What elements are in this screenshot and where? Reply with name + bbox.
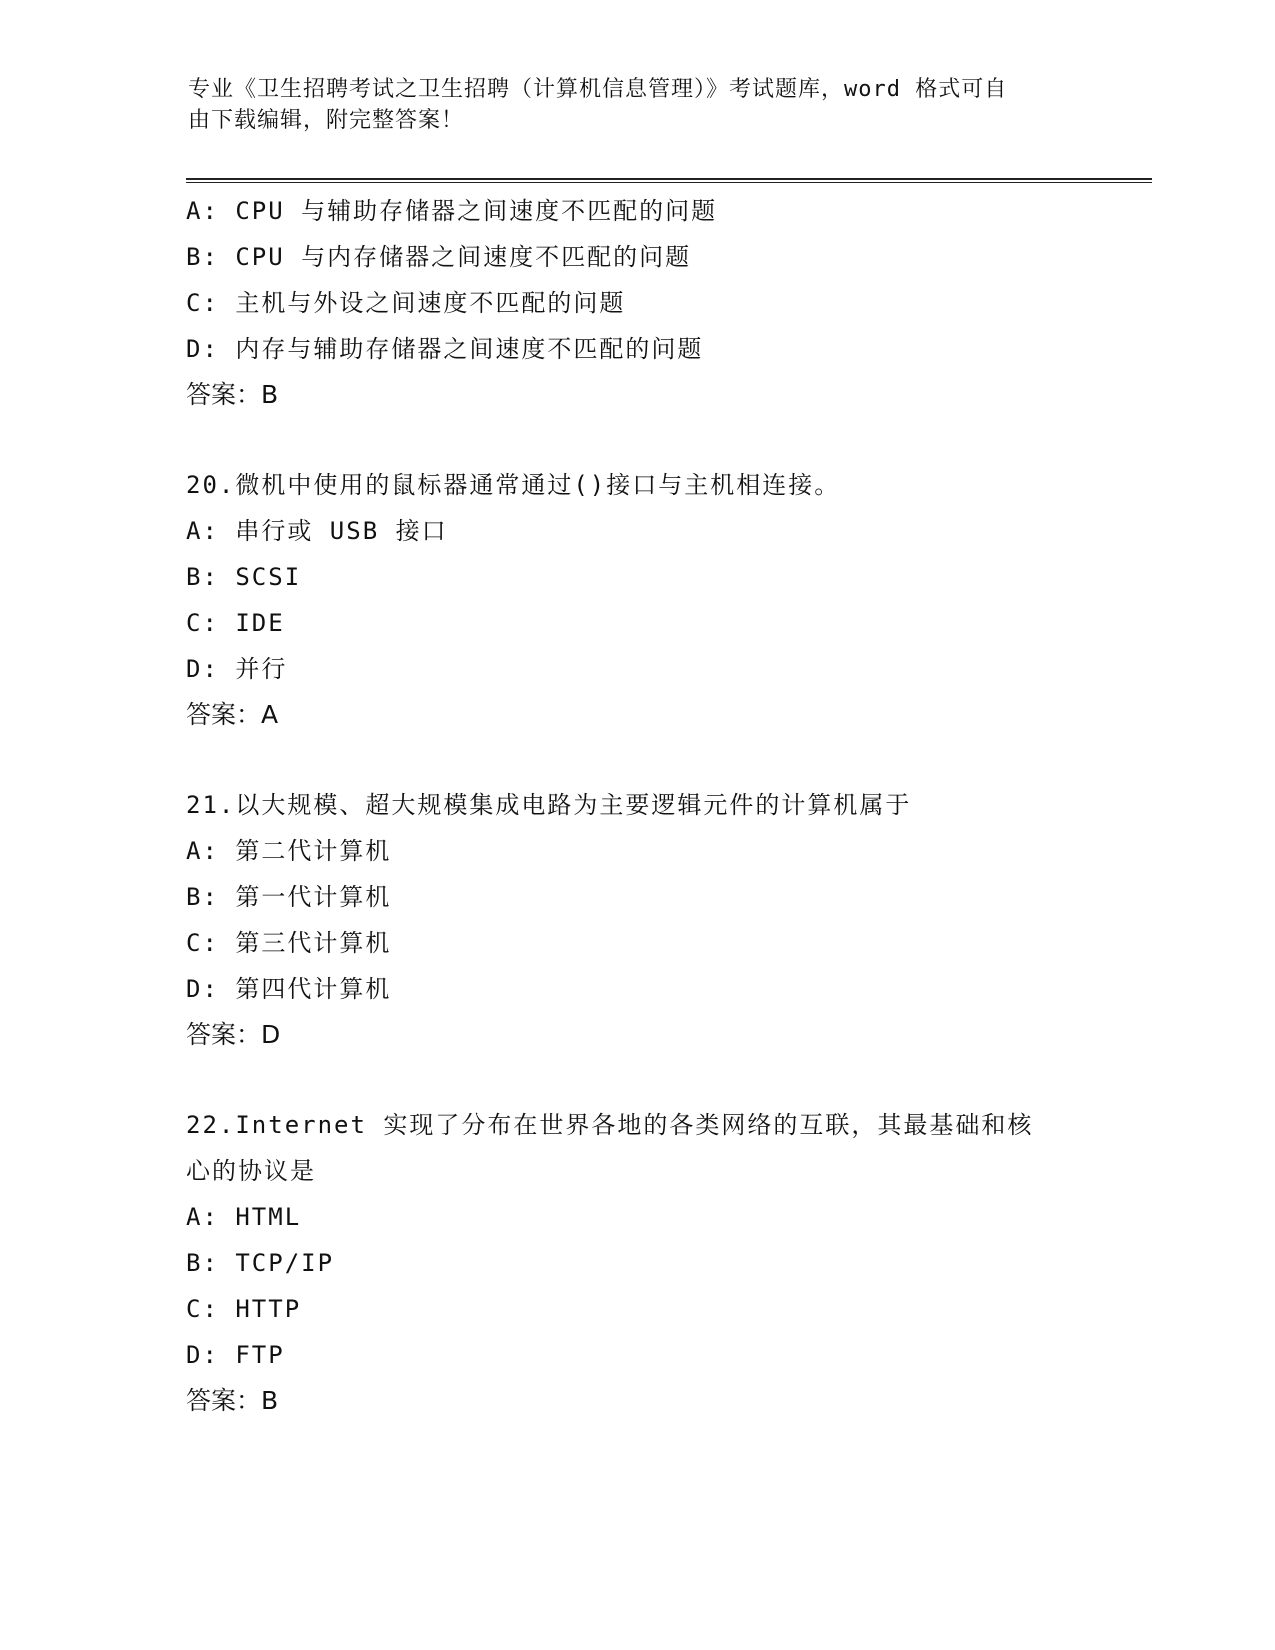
- question-text-line-2: 心的协议是: [186, 1157, 316, 1185]
- answer: 答案：D: [186, 1020, 281, 1049]
- question-22: [186, 1102, 1106, 1424]
- option-c: C: IDE: [186, 609, 285, 637]
- spacer: [186, 418, 1106, 462]
- option-d: D: 第四代计算机: [186, 975, 392, 1003]
- option-a: A: 串行或 USB 接口: [186, 517, 448, 545]
- option-a: A: 第二代计算机: [186, 837, 392, 865]
- option-a: A: CPU 与辅助存储器之间速度不匹配的问题: [186, 197, 718, 225]
- question-text-line-1: 22.Internet 实现了分布在世界各地的各类网络的互联，其最基础和核: [186, 1111, 1034, 1139]
- option-b: B: SCSI: [186, 563, 302, 591]
- option-b: B: 第一代计算机: [186, 883, 392, 911]
- option-b: B: TCP/IP: [186, 1249, 335, 1277]
- option-d: D: FTP: [186, 1341, 285, 1369]
- option-c: C: 主机与外设之间速度不匹配的问题: [186, 289, 626, 317]
- option-d: D: 内存与辅助存储器之间速度不匹配的问题: [186, 335, 704, 363]
- document-header: [188, 74, 1088, 136]
- option-b: B: CPU 与内存储器之间速度不匹配的问题: [186, 243, 692, 271]
- answer: 答案：B: [186, 380, 279, 409]
- option-a: A: HTML: [186, 1203, 302, 1231]
- header-divider: [186, 178, 1152, 183]
- answer: 答案：B: [186, 1386, 279, 1415]
- question-text: 20.微机中使用的鼠标器通常通过()接口与主机相连接。: [186, 471, 841, 499]
- option-c: C: 第三代计算机: [186, 929, 392, 957]
- question-20: [186, 462, 1106, 738]
- header-line-2: 由下载编辑，附完整答案！: [188, 108, 465, 133]
- question-text: 21.以大规模、超大规模集成电路为主要逻辑元件的计算机属于: [186, 791, 912, 819]
- question-list: [186, 188, 1106, 1424]
- spacer: [186, 738, 1106, 782]
- spacer: [186, 1058, 1106, 1102]
- question-21: [186, 782, 1106, 1058]
- option-d: D: 并行: [186, 655, 288, 683]
- question-19: [186, 188, 1106, 418]
- option-c: C: HTTP: [186, 1295, 302, 1323]
- answer: 答案：A: [186, 700, 279, 729]
- header-line-1: 专业《卫生招聘考试之卫生招聘（计算机信息管理）》考试题库，word 格式可自: [188, 77, 1008, 102]
